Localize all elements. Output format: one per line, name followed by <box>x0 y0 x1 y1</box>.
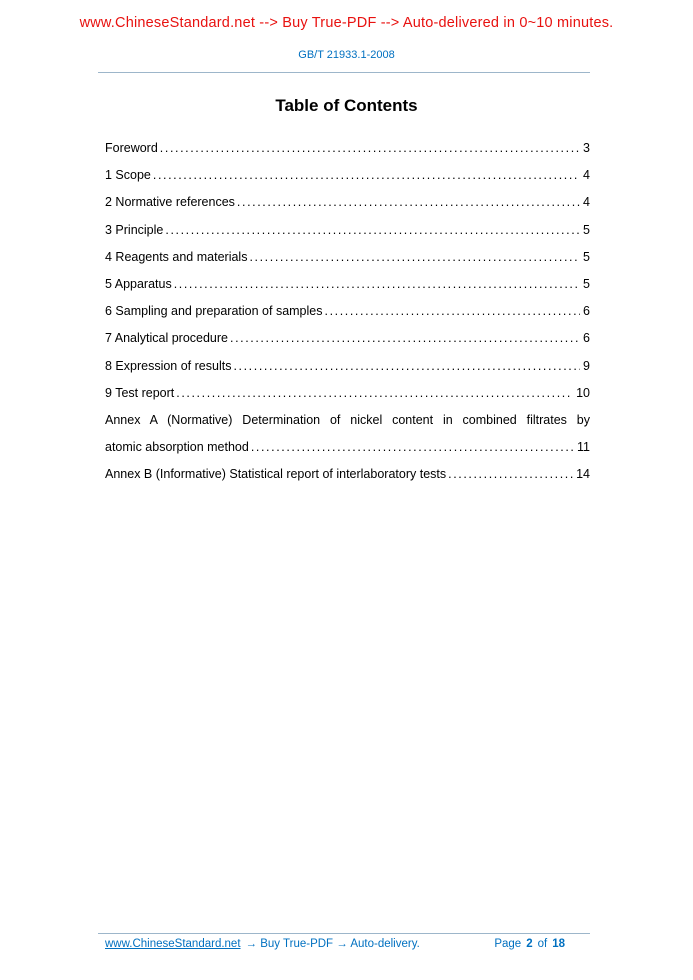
toc-entry-sampling[interactable] <box>105 298 590 325</box>
toc-page-number: 6 <box>583 331 590 346</box>
footer-page-label: Page <box>494 938 522 950</box>
footer-page-current: 2 <box>526 938 533 950</box>
toc-page-number: 14 <box>576 467 590 482</box>
toc-entry-test-report[interactable] <box>105 380 590 407</box>
toc-entry-label: 2 Normative references <box>105 195 235 210</box>
toc-page-number: 3 <box>583 141 590 155</box>
footer-tagline: → Buy True-PDF → Auto-delivery. <box>245 938 420 950</box>
toc-page-number: 4 <box>583 168 590 183</box>
dot-leader <box>176 380 573 407</box>
toc-entry-label: 7 Analytical procedure <box>105 331 228 346</box>
toc-entry-foreword[interactable] <box>105 135 590 162</box>
toc-entry-label-line1: Annex A (Normative) Determination of nickel content in combined filtrates by <box>105 413 590 428</box>
dot-leader <box>230 325 580 352</box>
toc-page-number: 11 <box>577 440 590 455</box>
standard-code: GB/T 21933.1-2008 <box>298 49 395 61</box>
header-divider <box>98 72 590 73</box>
toc-page-number: 5 <box>583 222 590 237</box>
toc-entry-label: 9 Test report <box>105 385 175 400</box>
toc-entry-label: 3 Principle <box>105 222 164 237</box>
toc-entry-label: 6 Sampling and preparation of samples <box>105 304 323 319</box>
page-footer <box>105 938 565 950</box>
dot-leader <box>233 353 580 380</box>
toc-entry-principle[interactable] <box>105 217 590 244</box>
toc-entry-normative-references[interactable] <box>105 189 590 216</box>
dot-leader <box>448 461 573 488</box>
dot-leader <box>165 217 580 244</box>
footer-page-total: 18 <box>552 938 565 950</box>
footer-page-indicator <box>494 938 565 950</box>
toc-page-number: 10 <box>576 385 590 400</box>
dot-leader <box>174 271 580 298</box>
dot-leader <box>251 434 574 461</box>
toc-entry-reagents-materials[interactable] <box>105 244 590 271</box>
toc-entry-label: 8 Expression of results <box>105 358 232 373</box>
toc-entry-scope[interactable] <box>105 162 590 189</box>
toc-page-number: 5 <box>583 277 590 292</box>
dot-leader <box>325 298 581 325</box>
toc-entry-label: Annex B (Informative) Statistical report of interlaboratory tests <box>105 467 447 482</box>
footer-of-label: of <box>537 938 548 950</box>
toc-entry-apparatus[interactable] <box>105 271 590 298</box>
dot-leader <box>237 189 580 216</box>
toc-entry-annex-a[interactable] <box>105 407 590 461</box>
dot-leader <box>153 162 580 189</box>
table-of-contents <box>105 135 590 489</box>
toc-entry-label: 4 Reagents and materials <box>105 249 248 264</box>
page-title: Table of Contents <box>275 96 418 115</box>
toc-page-number: 9 <box>583 358 590 373</box>
toc-entry-label: Foreword <box>105 141 158 155</box>
toc-entry-annex-b[interactable] <box>105 461 590 488</box>
toc-page-number: 5 <box>583 249 590 264</box>
dot-leader <box>160 135 580 162</box>
toc-entry-label: 1 Scope <box>105 168 151 183</box>
toc-entry-expression-results[interactable] <box>105 353 590 380</box>
footer-website-link[interactable]: www.ChineseStandard.net <box>105 938 241 950</box>
toc-entry-label: 5 Apparatus <box>105 277 172 292</box>
top-banner-text: www.ChineseStandard.net --> Buy True-PDF --> Auto-delivered in 0~10 minutes. <box>79 15 614 31</box>
toc-entry-analytical-procedure[interactable] <box>105 325 590 352</box>
toc-entry-label-line2: atomic absorption method <box>105 440 249 455</box>
footer-left-group <box>105 938 420 950</box>
toc-page-number: 6 <box>583 304 590 319</box>
footer-divider <box>98 933 590 934</box>
dot-leader <box>249 244 580 271</box>
toc-page-number: 4 <box>583 195 590 210</box>
